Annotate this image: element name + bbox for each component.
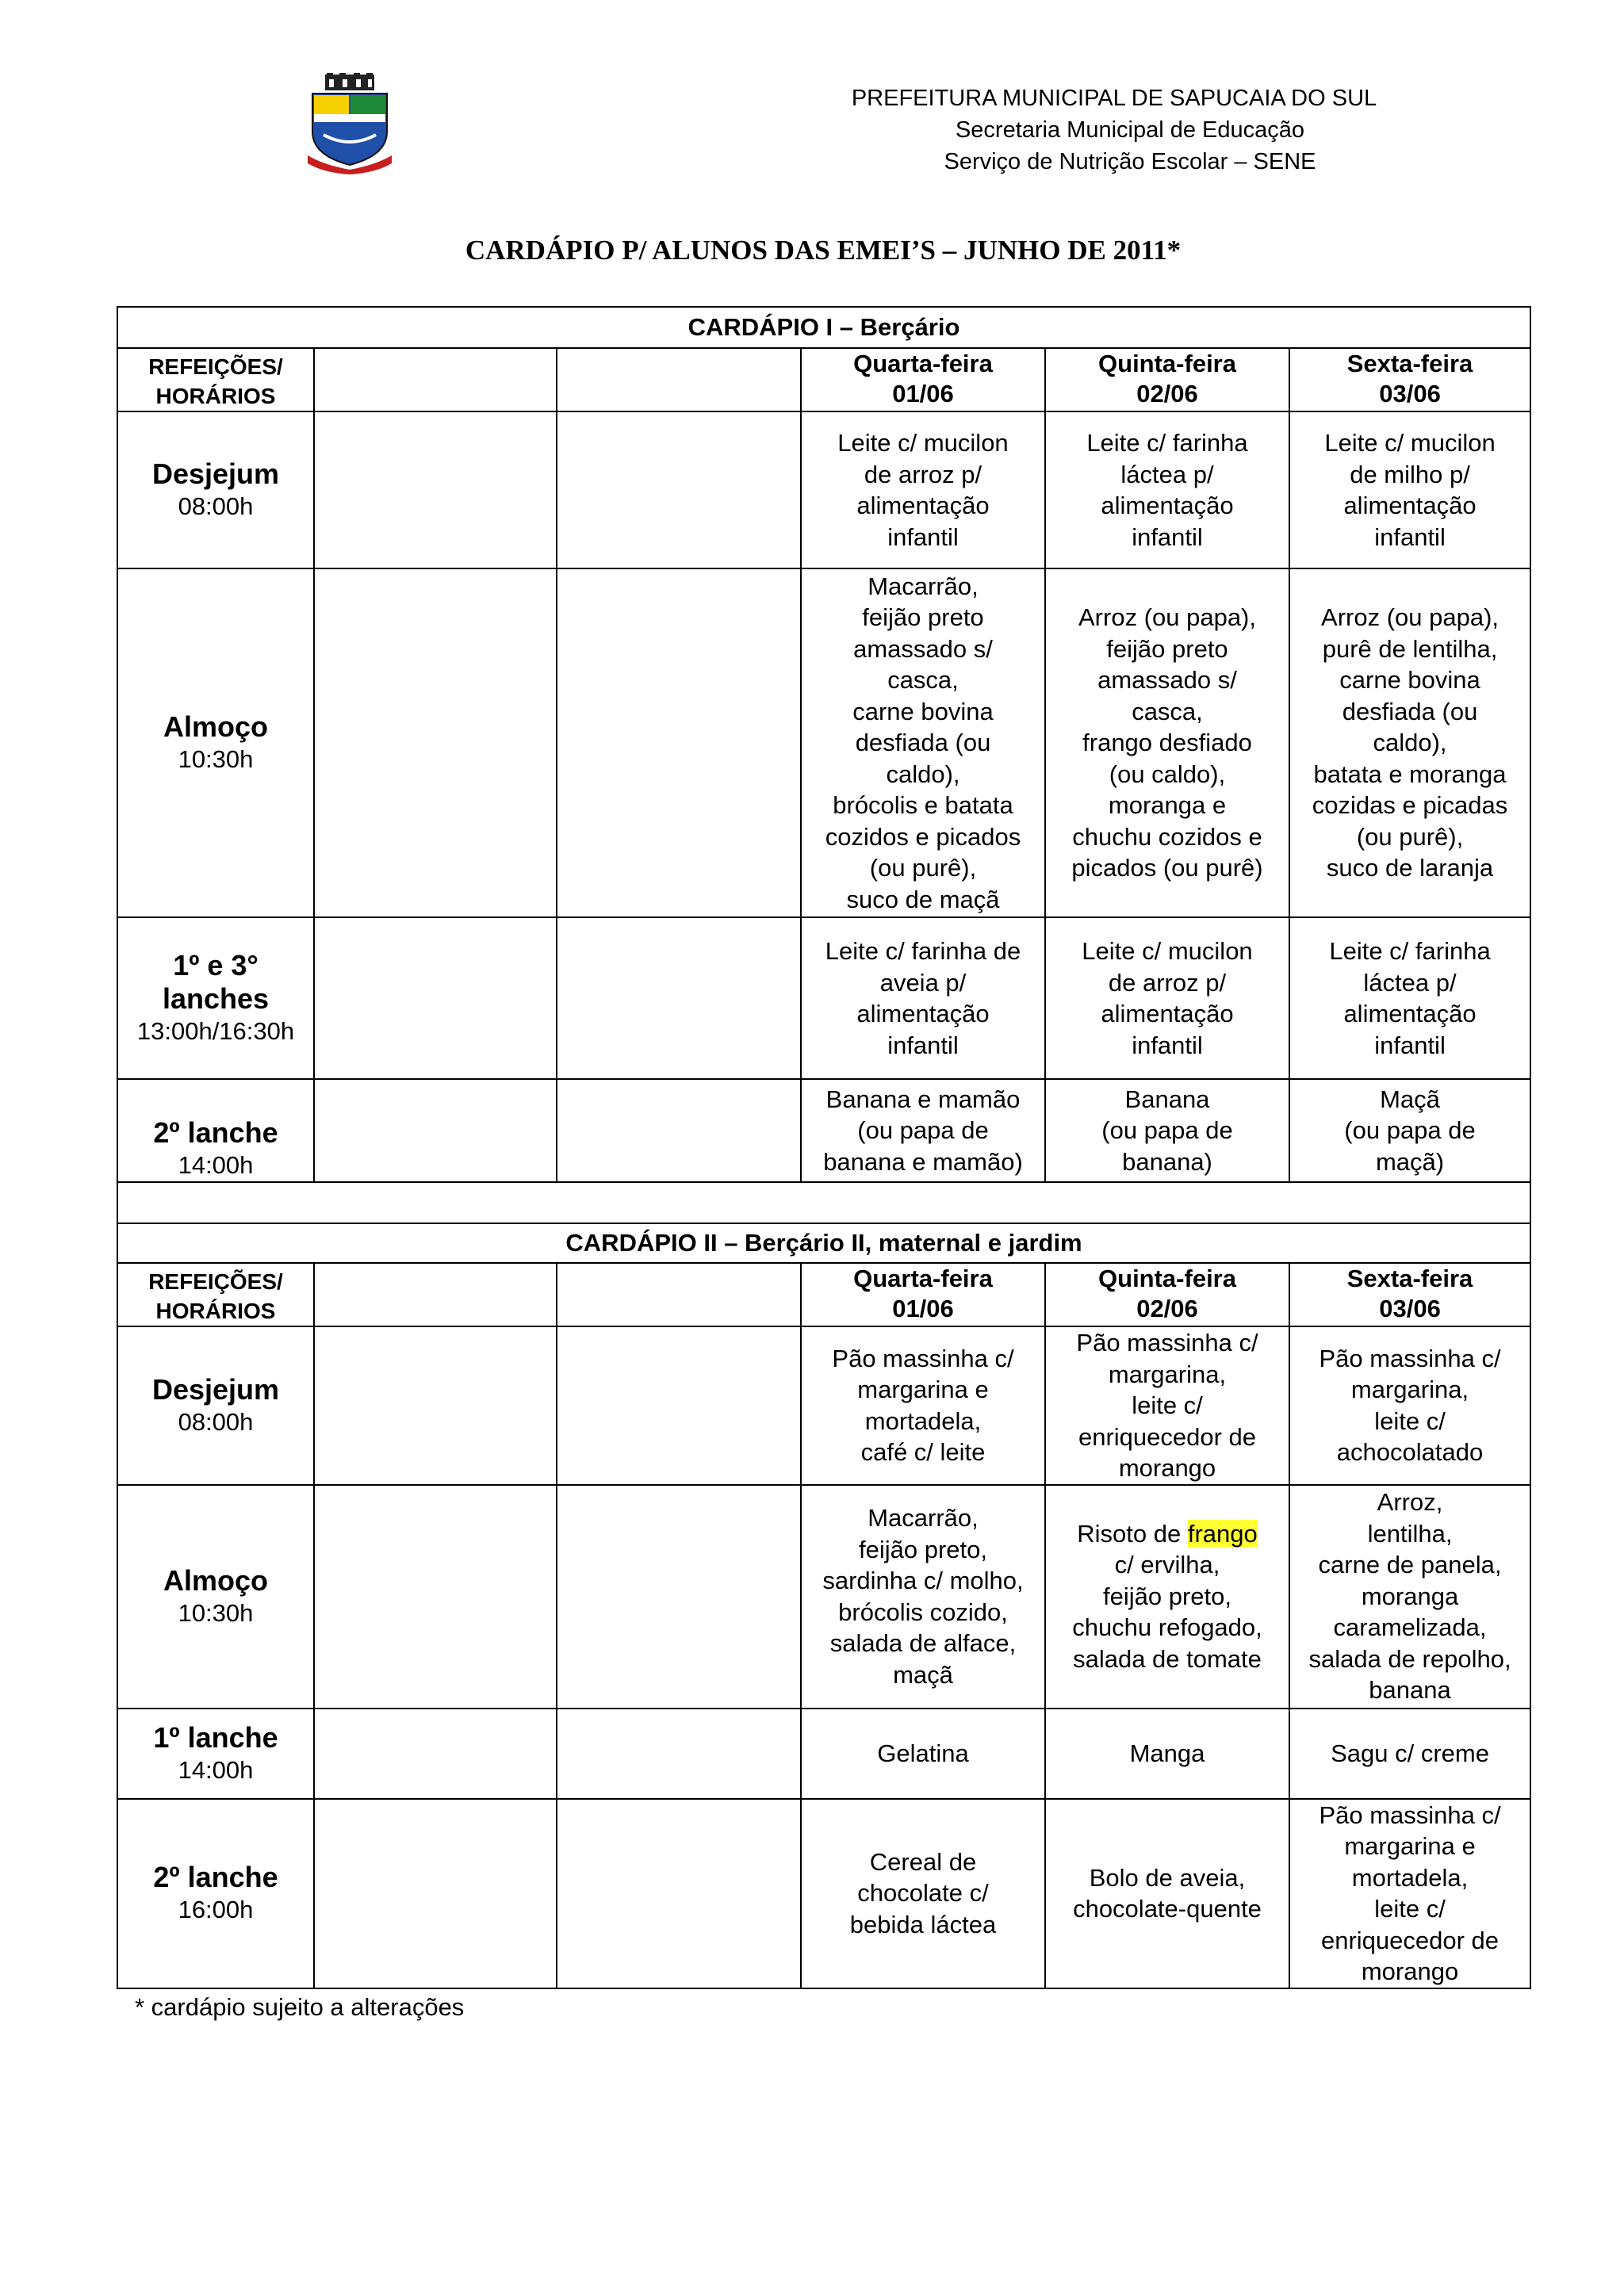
- menu-cell: Arroz, lentilha, carne de panela, moranga caramelizada, salada de repolho, banana: [1289, 1485, 1530, 1709]
- menu-cell: Leite c/ mucilon de arroz p/ alimentação infantil: [801, 411, 1045, 568]
- empty-cell: [557, 917, 801, 1079]
- empty-cell: [314, 1326, 557, 1485]
- menu-cell: Leite c/ farinha láctea p/ alimentação infantil: [1045, 411, 1289, 568]
- menu1-row-2-lanche: [117, 1079, 1530, 1182]
- empty-cell: [314, 1799, 557, 1988]
- menu-cell: Bolo de aveia, chocolate-quente: [1045, 1799, 1289, 1988]
- menu-cell: Manga: [1045, 1709, 1289, 1799]
- menu-cell: Arroz (ou papa), feijão preto amassado s/ casca, frango desfiado (ou caldo), moranga e chuchu cozidos e picados (ou purê): [1045, 568, 1289, 917]
- empty-cell: [557, 1799, 801, 1988]
- menu-cell: Cereal de chocolate c/ bebida láctea: [801, 1799, 1045, 1988]
- highlighted-word: frango: [1187, 1519, 1258, 1548]
- meal-label: Desjejum 08:00h: [117, 411, 314, 568]
- menu2-empty-header-2: [557, 1263, 801, 1326]
- empty-cell: [314, 917, 557, 1079]
- menu-cell: Banana (ou papa de banana): [1045, 1079, 1289, 1182]
- meal-label: 2º lanche 14:00h: [117, 1079, 314, 1182]
- empty-cell: [314, 411, 557, 568]
- menu1-row-almoco: [117, 568, 1530, 917]
- empty-cell: [557, 411, 801, 568]
- menu2-row-desjejum: [117, 1326, 1530, 1485]
- menu-table: [117, 306, 1531, 1989]
- menu1-title-row: [117, 307, 1530, 348]
- menu-cell: Sagu c/ creme: [1289, 1709, 1530, 1799]
- menu-cell: Gelatina: [801, 1709, 1045, 1799]
- spacer-cell: [117, 1182, 1530, 1223]
- menu1-title: CARDÁPIO I – Berçário: [117, 307, 1530, 348]
- menu-cell: Risoto de frango c/ ervilha, feijão preto, chuchu refogado, salada de tomate: [1045, 1485, 1289, 1709]
- menu-cell: Leite c/ farinha de aveia p/ alimentação infantil: [801, 917, 1045, 1079]
- menu1-empty-header-2: [557, 348, 801, 411]
- menu1-header-row: [117, 348, 1530, 411]
- municipal-crest-logo: [308, 73, 392, 174]
- menu-cell: Leite c/ mucilon de arroz p/ alimentação infantil: [1045, 917, 1289, 1079]
- menu1-meals-column-header: REFEIÇÕES/ HORÁRIOS: [117, 348, 314, 411]
- document-title: CARDÁPIO P/ ALUNOS DAS EMEI’S – JUNHO DE 2011*: [465, 235, 1182, 266]
- menu-cell: Banana e mamão (ou papa de banana e mamão): [801, 1079, 1045, 1182]
- menu-cell: Pão massinha c/ margarina, leite c/ enriquecedor de morango: [1045, 1326, 1289, 1485]
- empty-cell: [314, 1079, 557, 1182]
- menu2-row-2-lanche: [117, 1799, 1530, 1988]
- spacer-row: [117, 1182, 1530, 1223]
- menu1-row-desjejum: [117, 411, 1530, 568]
- empty-cell: [557, 1709, 801, 1799]
- meal-label: Almoço 10:30h: [117, 568, 314, 917]
- empty-cell: [314, 1709, 557, 1799]
- menu2-day-header: Sexta-feira 03/06: [1289, 1263, 1530, 1326]
- menu2-row-almoco: [117, 1485, 1530, 1709]
- meal-label: 1º e 3° lanches 13:00h/16:30h: [117, 917, 314, 1079]
- menu1-day-header: Quinta-feira 02/06: [1045, 348, 1289, 411]
- menu-cell: Pão massinha c/ margarina e mortadela, café c/ leite: [801, 1326, 1045, 1485]
- empty-cell: [557, 1485, 801, 1709]
- menu2-header-row: [117, 1263, 1530, 1326]
- empty-cell: [557, 1079, 801, 1182]
- letterhead-secretariat: Secretaria Municipal de Educação: [955, 117, 1305, 143]
- menu1-empty-header-1: [314, 348, 557, 411]
- menu2-row-1-lanche: [117, 1709, 1530, 1799]
- menu-cell: Macarrão, feijão preto, sardinha c/ molho, brócolis cozido, salada de alface, maçã: [801, 1485, 1045, 1709]
- empty-cell: [557, 1326, 801, 1485]
- footnote: * cardápio sujeito a alterações: [135, 1993, 465, 2021]
- menu1-day-header: Quarta-feira 01/06: [801, 348, 1045, 411]
- menu-cell: Pão massinha c/ margarina e mortadela, leite c/ enriquecedor de morango: [1289, 1799, 1530, 1988]
- menu-cell: Pão massinha c/ margarina, leite c/ achocolatado: [1289, 1326, 1530, 1485]
- empty-cell: [557, 568, 801, 917]
- meal-label: Desjejum 08:00h: [117, 1326, 314, 1485]
- menu2-day-header: Quinta-feira 02/06: [1045, 1263, 1289, 1326]
- empty-cell: [314, 1485, 557, 1709]
- menu-cell: Leite c/ farinha láctea p/ alimentação infantil: [1289, 917, 1530, 1079]
- menu2-title: CARDÁPIO II – Berçário II, maternal e jardim: [117, 1223, 1530, 1263]
- meal-label: Almoço 10:30h: [117, 1485, 314, 1709]
- menu-cell: Leite c/ mucilon de milho p/ alimentação infantil: [1289, 411, 1530, 568]
- menu1-row-lanches: [117, 917, 1530, 1079]
- meal-label: 1º lanche 14:00h: [117, 1709, 314, 1799]
- menu2-empty-header-1: [314, 1263, 557, 1326]
- letterhead: [706, 82, 1522, 178]
- menu2-day-header: Quarta-feira 01/06: [801, 1263, 1045, 1326]
- letterhead-prefecture: PREFEITURA MUNICIPAL DE SAPUCAIA DO SUL: [851, 86, 1377, 111]
- menu1-day-header: Sexta-feira 03/06: [1289, 348, 1530, 411]
- empty-cell: [314, 568, 557, 917]
- meal-label: 2º lanche 16:00h: [117, 1799, 314, 1988]
- menu2-meals-column-header: REFEIÇÕES/ HORÁRIOS: [117, 1263, 314, 1326]
- menu-cell: Arroz (ou papa), purê de lentilha, carne bovina desfiada (ou caldo), batata e moranga cozidas e picadas (ou purê), suco de laranja: [1289, 568, 1530, 917]
- menu-cell: Maçã (ou papa de maçã): [1289, 1079, 1530, 1182]
- menu2-title-row: [117, 1223, 1530, 1263]
- letterhead-service: Serviço de Nutrição Escolar – SENE: [944, 149, 1316, 174]
- menu-cell: Macarrão, feijão preto amassado s/ casca, carne bovina desfiada (ou caldo), brócolis e batata cozidos e picados (ou purê), suco de maçã: [801, 568, 1045, 917]
